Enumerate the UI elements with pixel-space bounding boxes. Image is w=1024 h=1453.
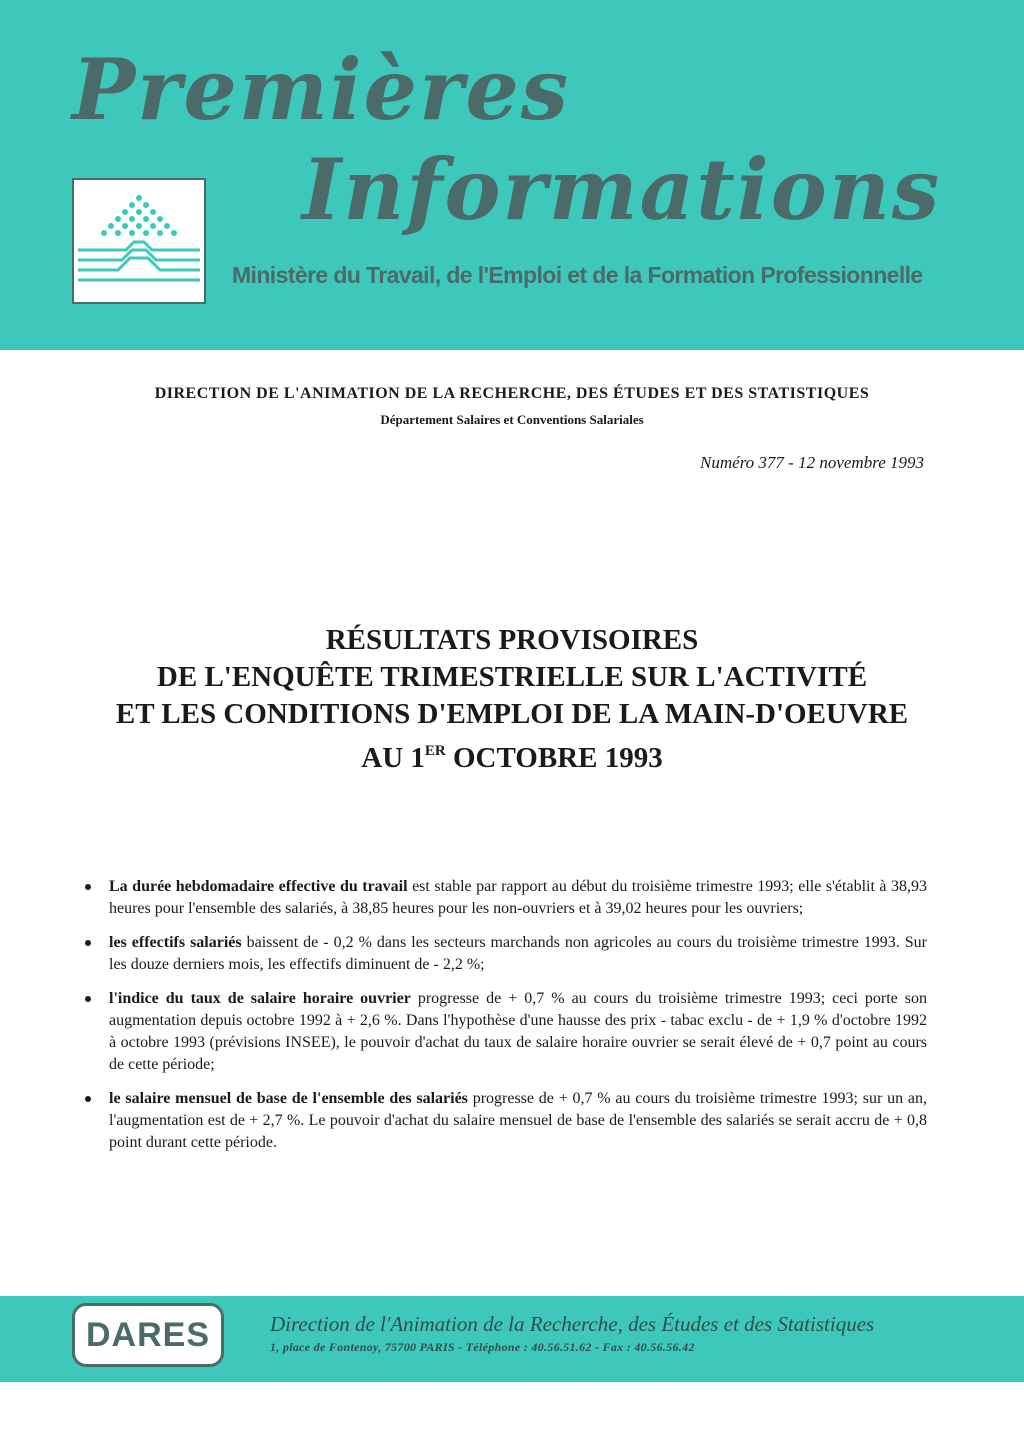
ministry-logo-icon bbox=[72, 178, 206, 304]
direction-name: DIRECTION DE L'ANIMATION DE LA RECHERCHE, DES ÉTUDES ET DES STATISTIQUES bbox=[154, 385, 870, 402]
list-item-lead: les effectifs salariés bbox=[109, 934, 242, 951]
summary-list bbox=[85, 876, 927, 1166]
publication-title-line1: Premières bbox=[72, 40, 571, 139]
bullet-icon bbox=[85, 996, 91, 1002]
footer-address: 1, place de Fontenoy, 75700 PARIS - Téléphone : 40.56.51.62 - Fax : 40.56.56.42 bbox=[270, 1340, 695, 1354]
document-title bbox=[40, 622, 984, 777]
list-item-text: progresse de + 0,7 % au cours du troisième trimestre 1993; sur un an, l'augmentation est de + 2,7 %. Le pouvoir d'achat du salaire mensuel de base de l'ensemble des salariés se serait accru de + 0,8 point durant cette période. bbox=[109, 1090, 928, 1151]
title-line: DE L'ENQUÊTE TRIMESTRIELLE SUR L'ACTIVITÉ bbox=[156, 661, 868, 693]
department-name: Département Salaires et Conventions Salariales bbox=[380, 412, 644, 427]
bullet-icon bbox=[85, 1096, 91, 1102]
list-item-lead: l'indice du taux de salaire horaire ouvrier bbox=[109, 990, 411, 1007]
title-line bbox=[40, 733, 984, 777]
publication-title-line2: Informations bbox=[302, 140, 942, 239]
list-item-lead: le salaire mensuel de base de l'ensemble des salariés bbox=[109, 1090, 468, 1107]
list-item bbox=[85, 932, 927, 976]
dares-logo: DARES bbox=[72, 1303, 224, 1367]
list-item-lead: La durée hebdomadaire effective du travail bbox=[109, 878, 408, 895]
title-line4-prefix: AU 1 bbox=[361, 742, 425, 774]
issue-number: Numéro 377 - 12 novembre 1993 bbox=[700, 453, 924, 472]
list-item-text: progresse de + 0,7 % au cours du troisième trimestre 1993; ceci porte son augmentation depuis octobre 1992 à + 2,6 %. Dans l'hypothèse d'une hausse des prix - tabac exclu - de + 1,9 % d'octobre 1992 à octobre 1993 (prévisions INSEE), le pouvoir d'achat du taux de salaire horaire ouvrier se serait élevé de + 0,7 point au cours de cette période; bbox=[109, 990, 927, 1073]
title-line4-superscript: ER bbox=[424, 743, 446, 759]
title-line4-suffix: OCTOBRE 1993 bbox=[445, 742, 663, 774]
footer-direction: Direction de l'Animation de la Recherche, des Études et des Statistiques bbox=[270, 1312, 875, 1336]
bullet-icon bbox=[85, 940, 91, 946]
bullet-icon bbox=[85, 884, 91, 890]
title-line: ET LES CONDITIONS D'EMPLOI DE LA MAIN-D'OEUVRE bbox=[115, 698, 909, 730]
list-item bbox=[85, 1088, 927, 1154]
list-item-text: baissent de - 0,2 % dans les secteurs marchands non agricoles au cours du troisième trimestre 1993. Sur les douze derniers mois, les effectifs diminuent de - 2,2 %; bbox=[109, 934, 927, 973]
ministry-name: Ministère du Travail, de l'Emploi et de la Formation Professionnelle bbox=[232, 262, 923, 288]
title-line: RÉSULTATS PROVISOIRES bbox=[325, 624, 699, 656]
list-item bbox=[85, 988, 927, 1076]
list-item-text: est stable par rapport au début du troisième trimestre 1993; elle s'établit à 38,93 heures pour l'ensemble des salariés, à 38,85 heures pour les non-ouvriers et à 39,02 heures pour les ouvriers; bbox=[109, 878, 928, 917]
list-item bbox=[85, 876, 927, 920]
